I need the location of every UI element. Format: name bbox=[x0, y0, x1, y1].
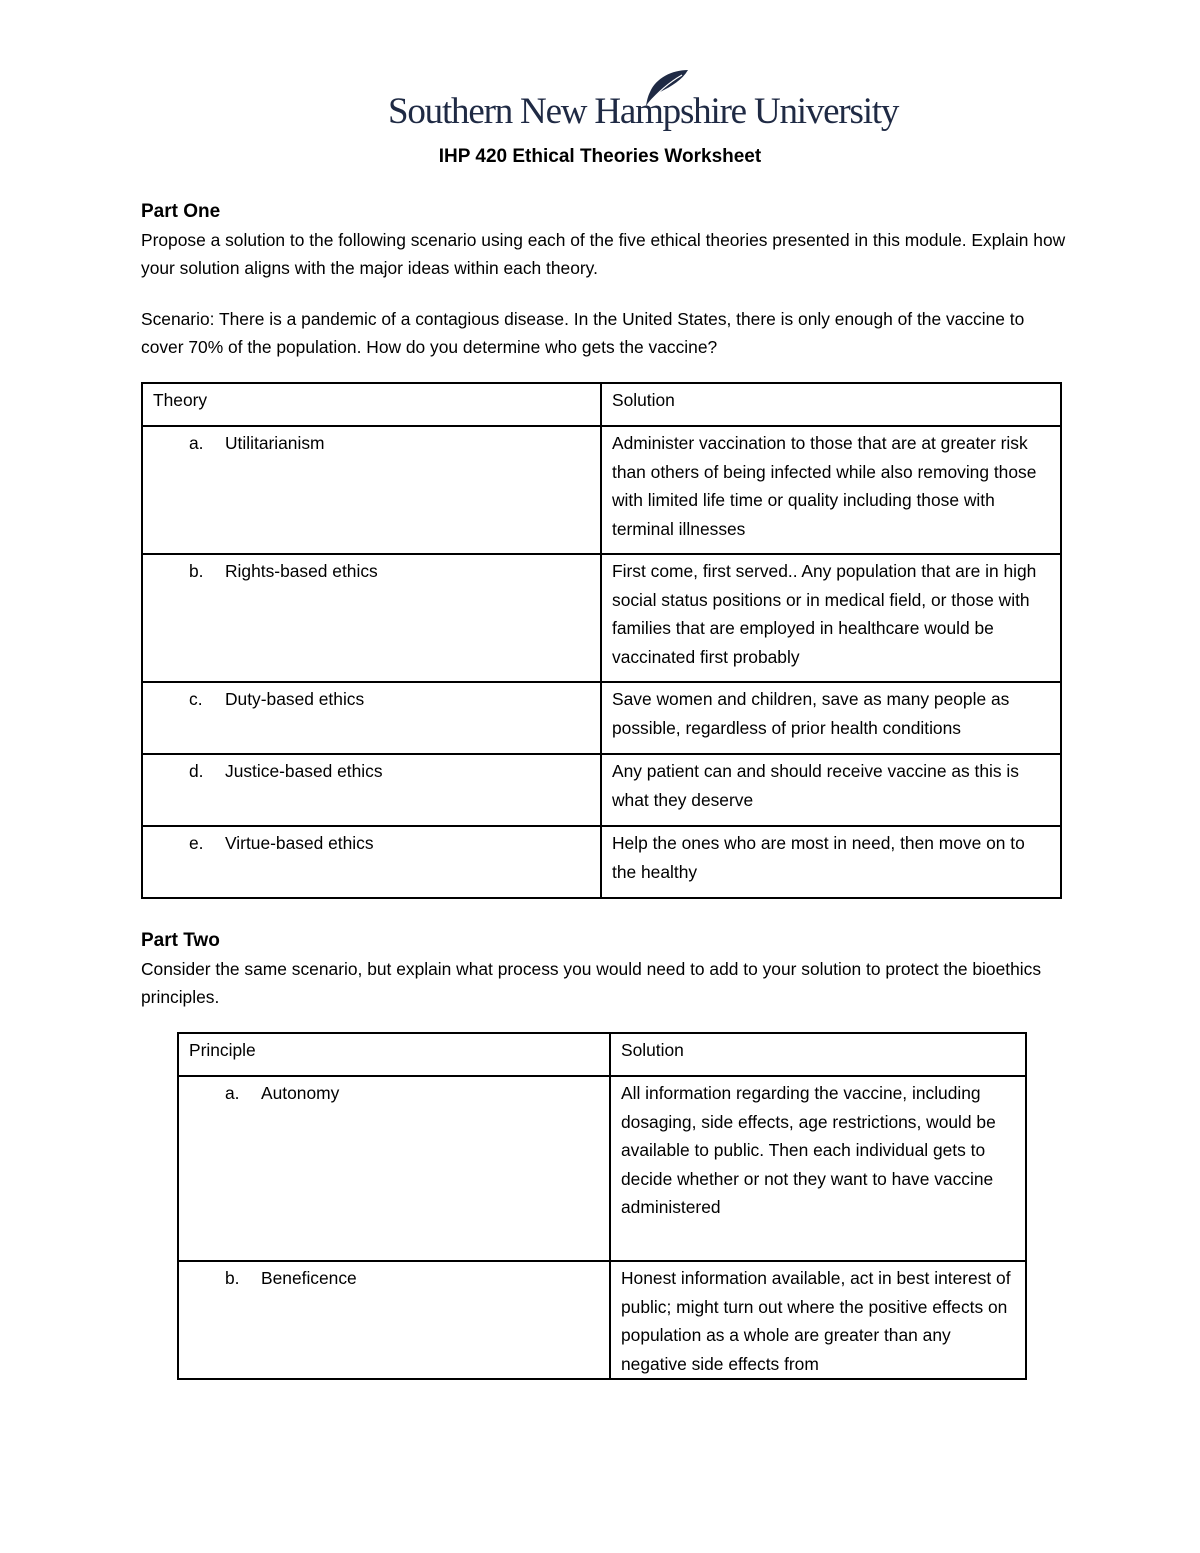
solution-cell: All information regarding the vaccine, including dosaging, side effects, age restrictions, would be available to public. Then each individual gets to decide whether or not they want to have vaccine administered bbox=[610, 1076, 1026, 1261]
solution-cell: Administer vaccination to those that are at greater risk than others of being infected while also removing those with limited life time or quality including those with terminal illnesses bbox=[601, 426, 1061, 554]
theory-cell bbox=[142, 754, 601, 826]
theory-column-header: Theory bbox=[142, 383, 601, 426]
principle-name: Beneficence bbox=[261, 1268, 357, 1288]
theory-name: Justice-based ethics bbox=[225, 761, 383, 781]
logo-wordmark: Southern New Hampshire University bbox=[388, 91, 899, 132]
item-label: b. bbox=[189, 561, 204, 581]
principle-column-header: Principle bbox=[178, 1033, 610, 1076]
theory-name: Utilitarianism bbox=[225, 433, 325, 453]
part-two-heading: Part Two bbox=[141, 930, 220, 951]
theory-cell bbox=[142, 554, 601, 682]
item-label: a. bbox=[189, 433, 204, 453]
theory-cell bbox=[142, 826, 601, 898]
theory-name: Rights-based ethics bbox=[225, 561, 378, 581]
table-row bbox=[178, 1076, 1026, 1261]
theory-cell bbox=[142, 426, 601, 554]
item-label: e. bbox=[189, 833, 204, 853]
worksheet-title: IHP 420 Ethical Theories Worksheet bbox=[438, 146, 762, 167]
solution-column-header: Solution bbox=[610, 1033, 1026, 1076]
table-header-row bbox=[142, 383, 1061, 426]
part-two-instructions: Consider the same scenario, but explain what process you would need to add to your solution to protect the bioethics principles. bbox=[141, 959, 1042, 1007]
item-label: b. bbox=[225, 1268, 240, 1288]
solution-cell: First come, first served.. Any population that are in high social status positions or in medical field, or those with families that are employed in healthcare would be vaccinated first probably bbox=[601, 554, 1061, 682]
solution-cell: Any patient can and should receive vaccine as this is what they deserve bbox=[601, 754, 1061, 826]
item-label: d. bbox=[189, 761, 204, 781]
solution-column-header: Solution bbox=[601, 383, 1061, 426]
item-label: a. bbox=[225, 1083, 240, 1103]
table-row bbox=[178, 1261, 1026, 1379]
table-row bbox=[142, 682, 1061, 754]
table-row bbox=[142, 754, 1061, 826]
principle-name: Autonomy bbox=[261, 1083, 340, 1103]
part-one-instructions: Propose a solution to the following scenario using each of the five ethical theories presented in this module. Explain how your solution aligns with the major ideas within each theory. bbox=[141, 230, 1066, 278]
principle-cell bbox=[178, 1076, 610, 1261]
table-row bbox=[142, 826, 1061, 898]
part-one-heading: Part One bbox=[141, 201, 221, 222]
table-row bbox=[142, 426, 1061, 554]
table-row bbox=[142, 554, 1061, 682]
principle-cell bbox=[178, 1261, 610, 1379]
solution-cell: Help the ones who are most in need, then move on to the healthy bbox=[601, 826, 1061, 898]
table-header-row bbox=[178, 1033, 1026, 1076]
scenario-text: Scenario: There is a pandemic of a contagious disease. In the United States, there is only enough of the vaccine to cover 70% of the population. How do you determine who gets the vaccine? bbox=[141, 309, 1025, 357]
university-logo bbox=[388, 68, 899, 138]
solution-cell: Save women and children, save as many people as possible, regardless of prior health conditions bbox=[601, 682, 1061, 754]
theory-cell bbox=[142, 682, 601, 754]
solution-cell: Honest information available, act in best interest of public; might turn out where the positive effects on population as a whole are greater than any negative side effects from bbox=[610, 1261, 1026, 1379]
item-label: c. bbox=[189, 689, 203, 709]
principles-table bbox=[177, 1032, 1027, 1380]
theory-name: Duty-based ethics bbox=[225, 689, 365, 709]
theories-table bbox=[141, 382, 1062, 899]
theory-name: Virtue-based ethics bbox=[225, 833, 374, 853]
